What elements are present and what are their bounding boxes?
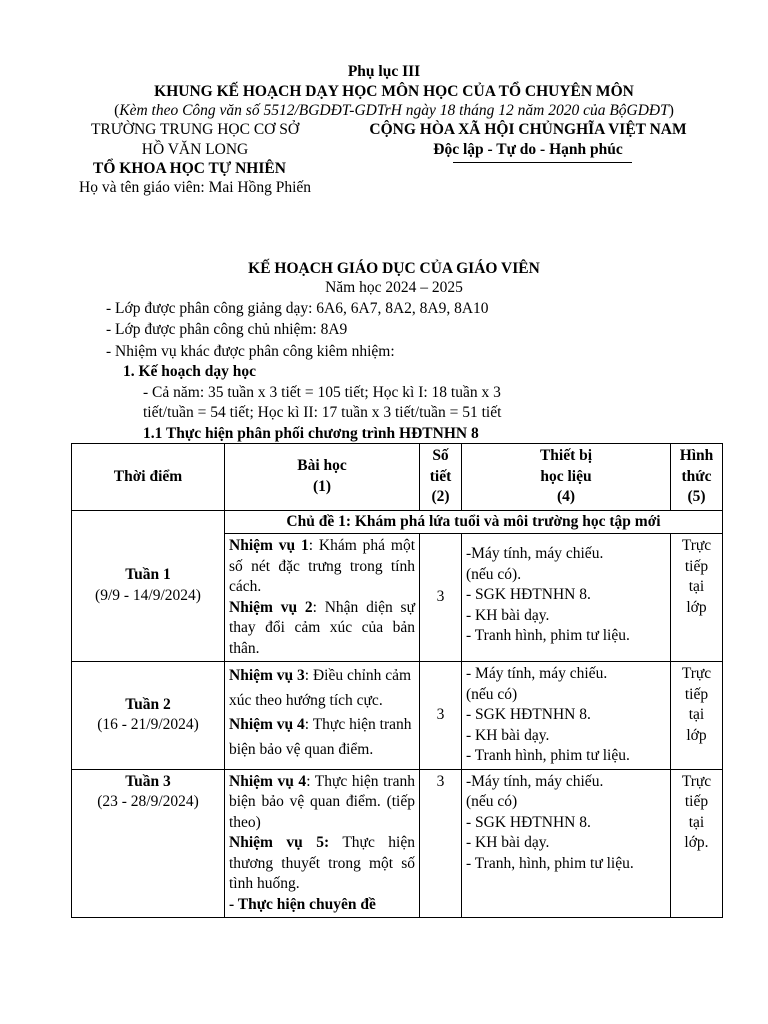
header-lesson: Bài học (1) (225, 444, 420, 511)
lesson-cell (225, 662, 420, 770)
framework-title: KHUNG KẾ HOẠCH DẠY HỌC MÔN HỌC CỦA TỔ CHUYÊN MÔN (154, 83, 634, 100)
week-label: Tuần 1 (125, 566, 171, 584)
format-cell: Trực tiếp tại lớp. (671, 769, 723, 918)
periods-cell: 3 (420, 534, 462, 662)
other-duties: - Nhiệm vụ khác được phân công kiêm nhiệm: (106, 343, 395, 360)
task-item: Nhiệm vụ 5: Thực hiện thương thuyết trong một số tình huống. (229, 834, 415, 892)
section-program-distribution: 1.1 Thực hiện phân phối chương trình HĐTNHN 8 (143, 425, 479, 442)
section-teaching-plan: 1. Kế hoạch dạy học (123, 363, 257, 380)
periods-cell: 3 (420, 769, 462, 918)
subtitle-open: ( (114, 102, 120, 119)
week-cell (72, 510, 225, 662)
lesson-cell (225, 769, 420, 918)
lesson-cell (225, 534, 420, 662)
topic-title: Chủ đề 1: Khám phá lứa tuổi và môi trường học tập mới (225, 510, 723, 534)
header-periods: Số tiết (2) (420, 444, 462, 511)
equipment-cell: -Máy tính, máy chiếu. (nếu có) - SGK HĐTNHN 8. - KH bài dạy. - Tranh, hình, phim tư liệu. (462, 769, 671, 918)
week-dates: (16 - 21/9/2024) (97, 716, 199, 734)
table-row (72, 769, 723, 918)
format-cell: Trực tiếp tại lớp (671, 534, 723, 662)
appendix-label: Phụ lục III (347, 63, 421, 80)
format-cell: Trực tiếp tại lớp (671, 662, 723, 770)
republic-name: CỘNG HÒA XÃ HỘI CHỦNGHĨA VIỆT NAM (369, 121, 687, 138)
week-label: Tuần 3 (125, 772, 171, 790)
department-name: TỔ KHOA HỌC TỰ NHIÊN (93, 160, 286, 177)
week-cell (72, 662, 225, 770)
motto-underline (453, 162, 632, 163)
schedule-line-2: tiết/tuần = 54 tiết; Học kì II: 17 tuần x 3 tiết/tuần = 51 tiết (143, 404, 502, 421)
assigned-classes: - Lớp được phân công giảng dạy: 6A6, 6A7, 8A2, 8A9, 8A10 (106, 300, 489, 317)
header-equipment: Thiết bị học liệu (4) (462, 444, 671, 511)
week-dates: (9/9 - 14/9/2024) (95, 586, 201, 604)
homeroom-class: - Lớp được phân công chủ nhiệm: 8A9 (106, 321, 348, 338)
school-name-line2: HỒ VĂN LONG (141, 141, 249, 158)
table-row (72, 662, 723, 770)
task-item: Nhiệm vụ 3: Điều chỉnh cảm xúc theo hướng tích cực. (229, 667, 412, 709)
task-item: Nhiệm vụ 1: Khám phá một số nét đặc trưng trong tính cách. (229, 537, 416, 595)
header-time: Thời điểm (72, 444, 225, 511)
framework-subtitle (0, 101, 768, 121)
teacher-name: Họ và tên giáo viên: Mai Hồng Phiến (79, 179, 312, 196)
week-dates: (23 - 28/9/2024) (97, 793, 199, 810)
week-cell (72, 769, 225, 918)
task-item: Nhiệm vụ 2: Nhận diện sự thay đổi cảm xúc của bản thân. (229, 598, 415, 657)
task-item: Nhiệm vụ 4: Thực hiện tranh biện bảo vệ quan điểm. (tiếp theo) (229, 772, 415, 831)
table-row (72, 510, 723, 534)
national-motto: Độc lập - Tự do - Hạnh phúc (433, 141, 623, 158)
school-name-line1: TRƯỜNG TRUNG HỌC CƠ SỞ (90, 121, 300, 138)
plan-title: KẾ HOẠCH GIÁO DỤC CỦA GIÁO VIÊN (248, 260, 540, 277)
program-table (71, 443, 723, 918)
table-header-row (72, 444, 723, 511)
task-item: Nhiệm vụ 4: Thực hiện tranh biện bảo vệ quan điểm. (229, 716, 412, 758)
subtitle-close: ) (668, 102, 674, 119)
equipment-cell: - Máy tính, máy chiếu. (nếu có) - SGK HĐTNHN 8. - KH bài dạy. - Tranh hình, phim tư liệu. (462, 662, 671, 770)
week-label: Tuần 2 (125, 695, 171, 713)
subtitle-text: Kèm theo Công văn số 5512/BGDĐT-GDTrH ngày 18 tháng 12 năm 2020 của BộGDĐT (119, 102, 669, 119)
schedule-line-1: - Cả năm: 35 tuần x 3 tiết = 105 tiết; Học kì I: 18 tuần x 3 (143, 384, 501, 401)
equipment-cell: -Máy tính, máy chiếu. (nếu có). - SGK HĐTNHN 8. - KH bài dạy. - Tranh hình, phim tư liệu. (462, 534, 671, 662)
header-format: Hình thức (5) (671, 444, 723, 511)
task-item: - Thực hiện chuyên đề (229, 895, 376, 913)
school-year: Năm học 2024 – 2025 (325, 279, 463, 296)
periods-cell: 3 (420, 662, 462, 770)
